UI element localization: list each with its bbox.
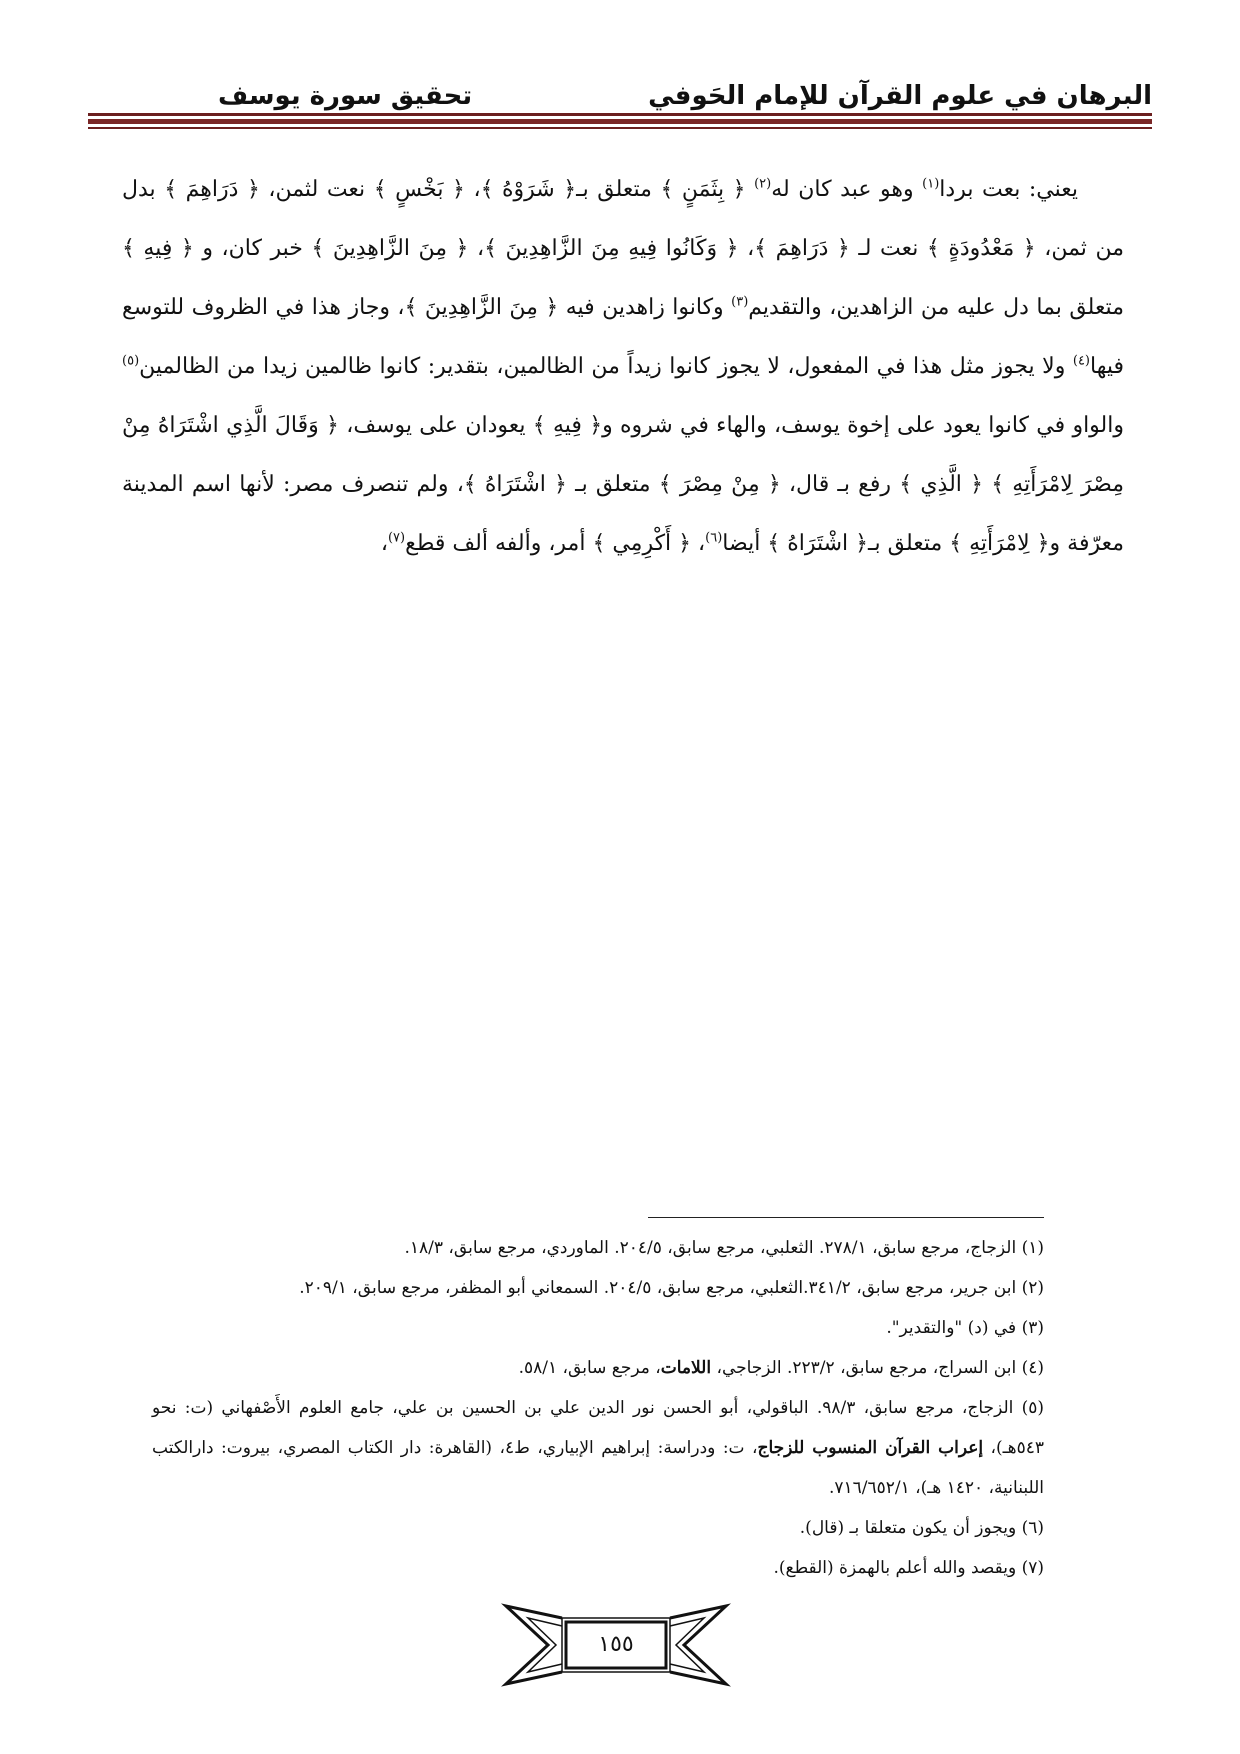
footnote-3: (٣) في (د) "والتقدير". xyxy=(886,1318,1044,1338)
footnote-marker-3: (٣) xyxy=(731,294,749,310)
page-number: ١٥٥ xyxy=(598,1632,634,1657)
footnote-2: (٢) ابن جرير، مرجع سابق، ٣٤١/٢.الثعلبي، مرجع سابق، ٢٠٤/٥. السمعاني أبو المظفر، مرجع سابق، ٢٠٩/١. xyxy=(299,1278,1044,1298)
footnote-marker-1: (١) xyxy=(922,176,940,192)
footnotes xyxy=(152,1228,1044,1588)
footnote-marker-6: (٦) xyxy=(705,530,723,546)
footnote-marker-5: (٥) xyxy=(122,353,140,369)
footnote-marker-7: (٧) xyxy=(387,530,406,546)
footnote-marker-4: (٤) xyxy=(1072,353,1090,369)
running-header xyxy=(88,76,1152,116)
footnote-marker-2: (٢) xyxy=(754,176,772,192)
footnote-1: (١) الزجاج، مرجع سابق، ٢٧٨/١. الثعلبي، مرجع سابق، ٢٠٤/٥. الماوردي، مرجع سابق، ١٨/٣. xyxy=(404,1238,1044,1258)
book-title: البرهان في علوم القرآن للإمام الحَوفي xyxy=(648,81,1152,111)
page-number-ornament xyxy=(492,1600,740,1690)
header-rule-top xyxy=(88,113,1152,116)
book-title-bold: إعراب القرآن المنسوب للزجاج xyxy=(757,1438,984,1458)
footnote-4: (٤) ابن السراج، مرجع سابق، ٢٢٣/٢. الزجاجي، اللامات، مرجع سابق، ٥٨/١. xyxy=(518,1358,1044,1378)
section-title: تحقيق سورة يوسف xyxy=(218,81,473,111)
main-text xyxy=(122,160,1124,573)
main-paragraph: يعني: بعت بردا$^{(١)}$ وهو عبد كان له$^{(٢)}$ ﴿ بِثَمَنٍ ﴾ متعلق بـ﴿ شَرَوْهُ ﴾، ﴿ بَخْسٍ ﴾ نعت لثمن، ﴿ دَرَاهِمَ ﴾ بدل من ثمن، ﴿ مَعْدُودَةٍ ﴾ نعت لـ ﴿ دَرَاهِمَ ﴾، ﴿ وَكَانُوا فِيهِ مِنَ الزَّاهِدِينَ ﴾، ﴿ مِنَ الزَّاهِدِينَ ﴾ خبر كان، و ﴿ فِيهِ ﴾ متعلق بما دل عليه من الزاهدين، والتقديم$^{(٣)}$ وكانوا زاهدين فيه ﴿ مِنَ الزَّاهِدِينَ ﴾، وجاز هذا في الظروف للتوسع فيها$^{(٤)}$ ولا يجوز مثل هذا في المفعول، لا يجوز كانوا زيداً من الظالمين، بتقدير: كانوا ظالمين زيدا من الظالمين$^{(٥)}$ والواو في كانوا يعود على إخوة يوسف، والهاء في شروه و﴿ فِيهِ ﴾ يعودان على يوسف، ﴿ وَقَالَ الَّذِي اشْتَرَاهُ مِنْ مِصْرَ لِامْرَأَتِهِ ﴾ ﴿ الَّذِي ﴾ رفع بـ قال، ﴿ مِنْ مِصْرَ ﴾ متعلق بـ ﴿ اشْتَرَاهُ ﴾، ولم تنصرف مصر: لأنها اسم المدينة معرّفة و﴿ لِامْرَأَتِهِ ﴾ متعلق بـ﴿ اشْتَرَاهُ ﴾ أيضا$^{(٦)}$، ﴿ أَكْرِمِي ﴾ أمر، وألفه ألف قطع$^{(٧)}$، xyxy=(122,176,1124,556)
book-title-bold: اللامات xyxy=(660,1358,712,1378)
header-rule-bottom xyxy=(88,127,1152,129)
footnote-5: (٥) الزجاج، مرجع سابق، ٩٨/٣. الباقولي، أبو الحسن نور الدين علي بن الحسين بن علي، جامع العلوم الأَصْفهاني (ت: نحو ٥٤٣هـ)، إعراب القرآن المنسوب للزجاج، ت: ودراسة: إبراهيم الإبياري، ط٤، (القاهرة: دار الكتاب المصري، بيروت: دارالكتب اللبنانية، ١٤٢٠ هـ)، ٧١٦/٦٥٢/١. xyxy=(152,1398,1045,1498)
footnote-7: (٧) ويقصد والله أعلم بالهمزة (القطع). xyxy=(773,1558,1044,1578)
footnote-6: (٦) ويجوز أن يكون متعلقا بـ (قال). xyxy=(799,1518,1044,1538)
footnote-separator xyxy=(648,1217,1044,1218)
header-rule-middle xyxy=(88,119,1152,124)
